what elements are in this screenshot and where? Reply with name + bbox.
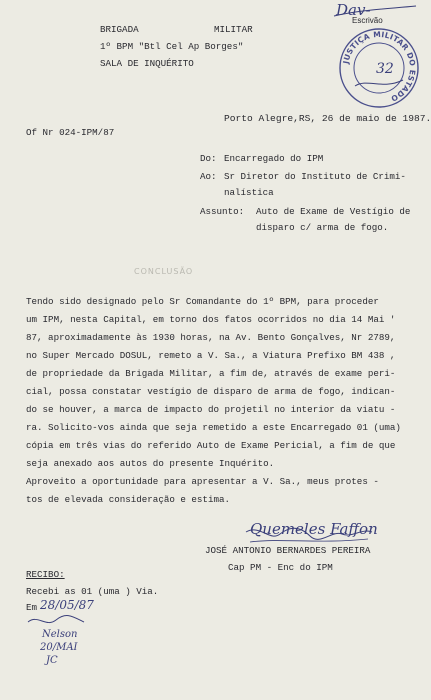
body-line: 87, aproximadamente às 1930 horas, na Av. Bento Gonçalves, Nr 2789, <box>26 332 396 343</box>
justice-stamp <box>337 26 421 110</box>
receipt-signature-strokes <box>24 612 94 630</box>
receipt-date: 28/05/87 <box>40 598 94 612</box>
body-line: um IPM, nesta Capital, em torno dos fatos ocorridos no dia 14 Mai ' <box>26 314 396 325</box>
header-section: SALA DE INQUÉRITO <box>100 58 194 69</box>
receipt-note-initials: JC <box>46 655 58 666</box>
receipt-title: RECIBO: <box>26 569 65 580</box>
body-line: Aproveito a oportunidade para apresentar a V. Sa., meus protes - <box>26 476 379 487</box>
receipt-date-prefix: Em <box>26 602 38 613</box>
body-line: tos de elevada consideração e estima. <box>26 494 230 505</box>
signatory-rank: Cap PM - Enc do IPM <box>228 562 333 573</box>
header-unit: 1º BPM "Btl Cel Ap Borges" <box>100 41 244 52</box>
faint-heading: CONCLUSÃO <box>134 267 194 276</box>
body-line: seja anexado aos autos do presente Inquérito. <box>26 458 275 469</box>
field-from-value: Encarregado do IPM <box>224 153 324 164</box>
header-org-brigada: BRIGADA <box>100 24 139 35</box>
top-role: Escrivão <box>352 16 383 25</box>
document-reference: Of Nr 024-IPM/87 <box>26 127 115 138</box>
field-subject-value-1: Auto de Exame de Vestígio de <box>256 206 411 217</box>
stamp-number: 32 <box>376 61 394 77</box>
body-line: de propriedade da Brigada Militar, a fim de, através de exame peri- <box>26 368 396 379</box>
receipt-line: Recebi as 01 (uma ) Via. <box>26 586 159 597</box>
handwritten-signature: Quemeles Faffon <box>250 520 378 538</box>
field-to-label: Ao: <box>200 171 217 182</box>
document-date: Porto Alegre,RS, 26 de maio de 1987. <box>224 113 431 124</box>
signatory-name: JOSÉ ANTONIO BERNARDES PEREIRA <box>205 545 371 556</box>
field-from-label: Do: <box>200 153 217 164</box>
body-line: cópia em três vias do referido Auto de Exame Pericial, a fim de que <box>26 440 396 451</box>
receipt-note-name: Nelson <box>42 629 78 640</box>
body-line: cial, possa constatar vestígio de disparo de arma de fogo, indican- <box>26 386 396 397</box>
field-to-value-2: nalística <box>224 187 274 198</box>
body-line: do se houver, a marca de impacto do projetil no interior da viatu - <box>26 404 396 415</box>
field-subject-value-2: disparo c/ arma de fogo. <box>256 222 389 233</box>
body-line: no Super Mercado DOSUL, remeto a V. Sa., a Viatura Prefixo BM 438 , <box>26 350 396 361</box>
top-signature: Dav- <box>336 1 371 19</box>
field-to-value-1: Sr Diretor do Instituto de Crimi- <box>224 171 406 182</box>
field-subject-label: Assunto: <box>200 206 245 217</box>
body-line: ra. Solicito-vos ainda que seja remetido a este Encarregado 01 (uma) <box>26 422 401 433</box>
body-line: Tendo sido designado pelo Sr Comandante do 1º BPM, para proceder <box>26 296 379 307</box>
header-org-militar: MILITAR <box>214 24 253 35</box>
receipt-note-date: 20/MAI <box>40 642 78 653</box>
stamp-ring-text: JUSTIÇA MILITAR DO ESTADO <box>341 29 418 104</box>
